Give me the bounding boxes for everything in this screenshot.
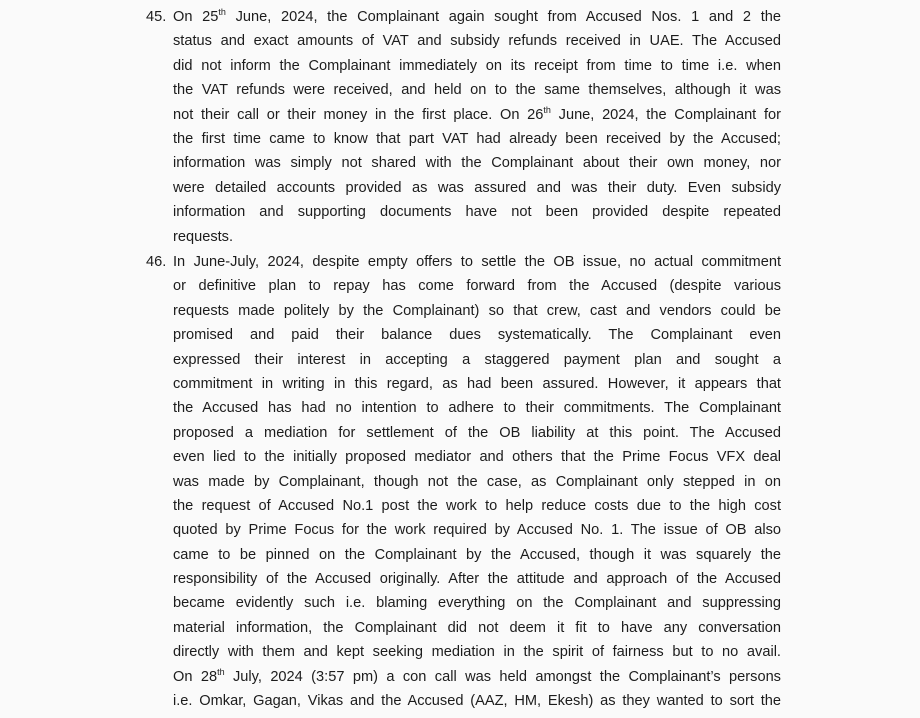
text-line: was made by Complainant, though not the case, as Complainant only stepped in on bbox=[173, 473, 781, 490]
text-line: commitment in writing in this regard, as had been assured. However, it appears that bbox=[173, 375, 781, 392]
text-line: quoted by Prime Focus for the work required by Accused No. 1. The issue of OB also bbox=[173, 522, 781, 539]
text-line: even lied to the initially proposed mediator and others that the Prime Focus VFX deal bbox=[173, 449, 781, 466]
text-line: responsibility of the Accused originally. After the attitude and approach of the Accused bbox=[173, 571, 781, 588]
text-line: the Accused has had no intention to adhere to their commitments. The Complainant bbox=[173, 400, 781, 417]
text-line: requests. bbox=[173, 228, 234, 245]
text-line: status and exact amounts of VAT and subsidy refunds received in UAE. The Accused bbox=[173, 33, 781, 50]
text-line: the VAT refunds were received, and held on to the same themselves, although it was bbox=[173, 82, 781, 99]
text-line: not their call or their money in the first place. On 26th June, 2024, the Complainant for bbox=[173, 104, 781, 123]
text-line: requests made politely by the Complainant) so that crew, cast and vendors could be bbox=[173, 302, 781, 319]
text-line: promised and paid their balance dues systematically. The Complainant even bbox=[173, 327, 781, 344]
text-line: came to be pinned on the Complainant by the Accused, though it was squarely the bbox=[173, 546, 781, 563]
text-line: proposed a mediation for settlement of the OB liability at this point. The Accused bbox=[173, 424, 781, 441]
text-line: material information, the Complainant did not deem it fit to have any conversation bbox=[173, 619, 781, 636]
text-line: did not inform the Complainant immediately on its receipt from time to time i.e. when bbox=[173, 57, 781, 74]
text-line: information was simply not shared with the Complainant about their own money, nor bbox=[173, 155, 781, 172]
text-line: On 25th June, 2024, the Complainant again sought from Accused Nos. 1 and 2 the bbox=[173, 7, 781, 25]
text-line: expressed their interest in accepting a staggered payment plan and sought a bbox=[173, 351, 781, 368]
text-line: the first time came to know that part VAT had already been received by the Accused; bbox=[173, 130, 781, 147]
paragraph-body bbox=[173, 5, 781, 249]
text-line: i.e. Omkar, Gagan, Vikas and the Accused (AAZ, HM, Ekesh) as they wanted to sort the bbox=[173, 693, 781, 710]
text-line: were detailed accounts provided as was assured and was their duty. Even subsidy bbox=[173, 179, 781, 196]
text-line: or definitive plan to repay has come forward from the Accused (despite various bbox=[173, 278, 781, 295]
paragraph-number: 46. bbox=[146, 254, 167, 270]
text-line: information and supporting documents have not been provided despite repeated bbox=[173, 204, 781, 221]
text-line: the request of Accused No.1 post the work to help reduce costs due to the high cost bbox=[173, 497, 781, 514]
text-line: directly with them and kept seeking mediation in the spirit of fairness but to no avail. bbox=[173, 644, 781, 661]
paragraph-number: 45. bbox=[146, 9, 167, 25]
text-line: In June-July, 2024, despite empty offers to settle the OB issue, no actual commitment bbox=[173, 254, 781, 270]
text-line: On 28th July, 2024 (3:57 pm) a con call was held amongst the Complainant’s persons bbox=[173, 666, 781, 685]
text-line: became evidently such i.e. blaming everything on the Complainant and suppressing bbox=[173, 595, 781, 612]
paragraph-body bbox=[173, 250, 781, 713]
